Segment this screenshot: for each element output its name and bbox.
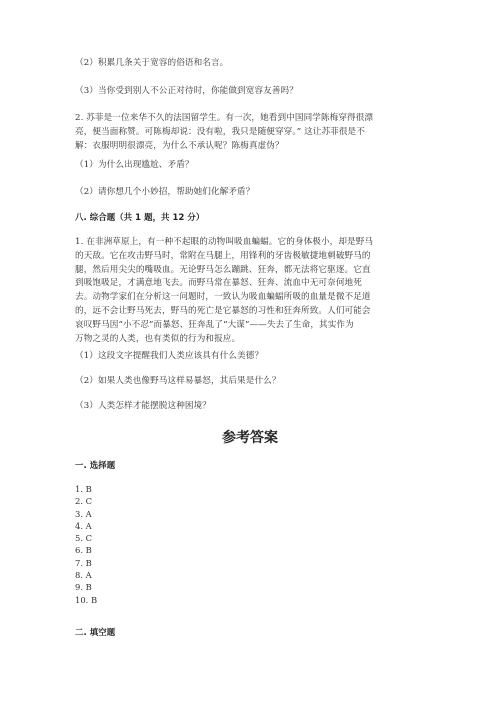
answer-list (75, 483, 97, 606)
question-item: （3）人类怎样才能摆脱这种困境？ (75, 401, 211, 411)
list-item: 4. A (75, 520, 92, 531)
section-heading: 二. 填空题 (75, 627, 116, 637)
answers-title: 参考答案 (222, 430, 278, 446)
question-item: （2）积累几条关于宽容的俗语和名言。 (75, 58, 229, 68)
question-item: （2）请你想几个小妙招，帮助她们化解矛盾？ (75, 187, 255, 197)
question-paragraph: 1. 在非洲草原上，有一种不起眼的动物叫吸血蝙蝠。它的身体极小，却是野马 的天敌。它在攻击野马时，常附在马腿上，用锋利的牙齿极敏捷地刺破野马的 腿，然后用尖尖的嘴吸血。无论野马怎么蹦跳、狂奔，都无法将它驱逐。它直 到吸饱吸足，才满意地飞去。而野马常在暴怒、狂奔、流血中无可奈何地死 去。动物学家们在分析这一问题时，一致认为吸血蝙蝠所吸的血量是微不足道 的，远不会让野马死去，野马的死亡是它暴怒的习性和狂奔所致。人们可能会 哀叹野马因“小不忍”而暴怒、狂奔乱了“大谋”——失去了生命，其实作为 万物之灵的人类，也有类似的行为和报应。 (75, 237, 374, 344)
question-item: （3）当你受到别人不公正对待时，你能做到宽容友善吗？ (75, 86, 298, 96)
question-item: （1）这段文字提醒我们人类应该具有什么美德？ (75, 351, 264, 361)
list-item: 7. B (75, 557, 92, 568)
question-item: （1）为什么出现尴尬、矛盾？ (75, 160, 194, 170)
list-item: 1. B (75, 484, 92, 494)
section-heading: 一. 选择题 (75, 460, 116, 470)
list-item: 2. C (75, 496, 93, 507)
list-item: 6. B (75, 545, 92, 556)
question-item: （2）如果人类也像野马这样易暴怒，其后果是什么？ (75, 376, 281, 386)
section-heading: 八. 综合题（共 1 题，共 12 分） (75, 212, 205, 222)
list-item: 5. C (75, 533, 93, 544)
list-item: 3. A (75, 508, 92, 519)
list-item: 8. A (75, 570, 92, 581)
list-item: 9. B (75, 582, 92, 593)
list-item: 10. B (75, 594, 98, 605)
question-paragraph: 2. 苏菲是一位来华不久的法国留学生。有一次，她看到中国同学陈梅穿得很漂 亮，便当面称赞。可陈梅却说：没有啦，我只是随便穿穿。” 这让苏菲很是不 解：衣服明明很漂亮，为什么不承认呢？陈梅真虚伪？ (75, 113, 374, 151)
